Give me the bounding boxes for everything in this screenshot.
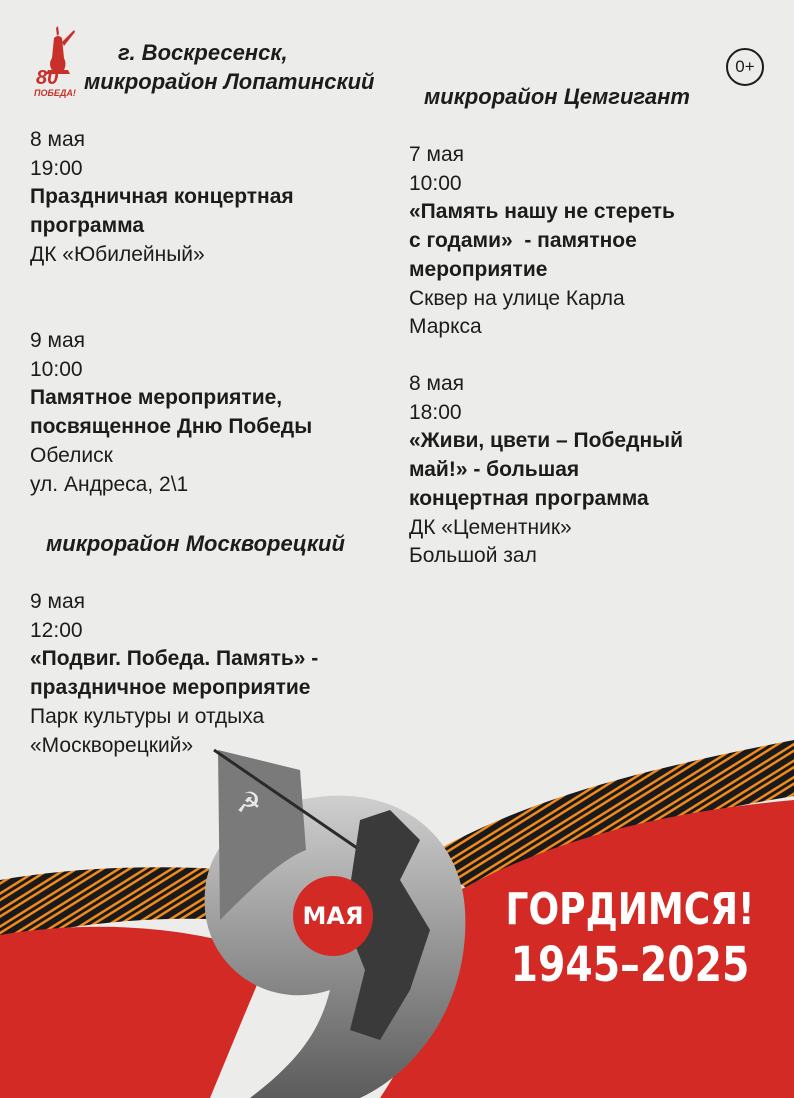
event-title-line: программа xyxy=(30,214,145,238)
event-place-line: Парк культуры и отдыха xyxy=(30,704,265,728)
event-tsemgigant-1 xyxy=(409,141,675,342)
event-moskvoretsky-1 xyxy=(30,588,318,760)
event-title-line: с годами» - памятное xyxy=(409,229,637,253)
slogan xyxy=(499,884,761,994)
district-heading-moskvoretsky: микрорайон Москворецкий xyxy=(46,531,345,556)
event-place-line: Большой зал xyxy=(409,544,537,568)
event-place-line: ДК «Юбилейный» xyxy=(30,242,205,266)
event-date: 7 мая xyxy=(409,143,465,166)
event-date: 8 мая xyxy=(30,128,86,151)
slogan-line-1: ГОРДИМСЯ! xyxy=(505,884,755,935)
event-time: 10:00 xyxy=(30,357,83,381)
district-heading-lopatinsky: микрорайон Лопатинский xyxy=(84,69,375,94)
event-title-line: Праздничная концертная xyxy=(30,185,294,209)
event-title-line: посвященное Дню Победы xyxy=(30,415,313,439)
event-tsemgigant-2 xyxy=(409,370,683,571)
event-time: 10:00 xyxy=(409,171,462,195)
age-rating-badge: 0+ xyxy=(726,48,764,86)
event-place-line: Маркса xyxy=(409,315,482,339)
event-place-line: Обелиск xyxy=(30,443,113,467)
event-title-line: праздничное мероприятие xyxy=(30,676,311,700)
city-heading: г. Воскресенск, xyxy=(118,40,288,65)
event-place-line: ул. Андреса, 2\1 xyxy=(30,472,189,496)
event-place-line: ДК «Цементник» xyxy=(409,515,572,539)
slogan-line-2: 1945–2025 xyxy=(510,937,750,993)
event-lopatinsky-1 xyxy=(30,126,294,270)
district-heading-tsemgigant: микрорайон Цемгигант xyxy=(424,84,690,109)
may-label-badge: МАЯ xyxy=(293,876,373,956)
event-title-line: «Подвиг. Победа. Память» - xyxy=(30,647,319,671)
event-title-line: «Живи, цвети – Победный xyxy=(409,429,683,453)
event-place-line: «Москворецкий» xyxy=(30,733,194,757)
event-title-line: май!» - большая xyxy=(409,458,580,482)
event-title-line: «Память нашу не стереть xyxy=(409,200,675,224)
event-title-line: Памятное мероприятие, xyxy=(30,386,283,410)
event-date: 8 мая xyxy=(409,372,465,395)
event-lopatinsky-2 xyxy=(30,327,312,499)
event-date: 9 мая xyxy=(30,590,86,613)
logo-text: ПОБЕДА! xyxy=(34,88,76,98)
hammer-sickle-icon: ☭ xyxy=(236,786,262,819)
victory-80-logo xyxy=(34,24,82,100)
logo-number: 80 xyxy=(36,67,59,89)
event-place-line: Сквер на улице Карла xyxy=(409,286,625,310)
event-title-line: концертная программа xyxy=(409,486,649,510)
event-time: 18:00 xyxy=(409,400,462,424)
event-date: 9 мая xyxy=(30,329,86,352)
event-time: 19:00 xyxy=(30,156,83,180)
event-title-line: мероприятие xyxy=(409,257,548,281)
event-time: 12:00 xyxy=(30,618,83,642)
